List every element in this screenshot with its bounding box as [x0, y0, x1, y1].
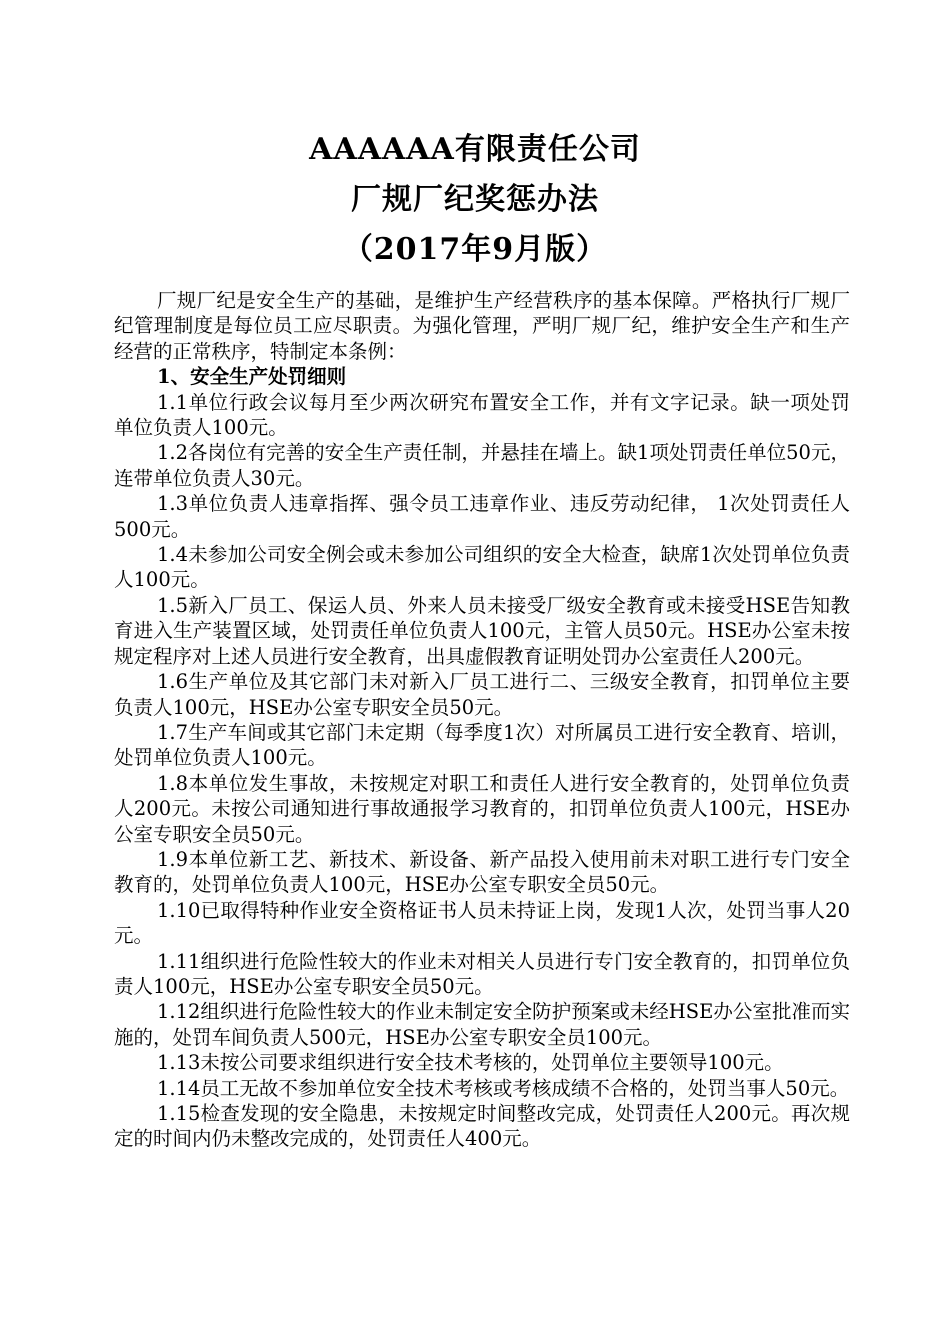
- rule-item-1-3: 1.3单位负责人违章指挥、强令员工违章作业、违反劳动纪律， 1次处罚责任人500元。: [114, 492, 850, 541]
- document-title: 厂规厂纪奖惩办法: [351, 182, 599, 217]
- rule-item-1-6: 1.6生产单位及其它部门未对新入厂员工进行二、三级安全教育，扣罚单位主要负责人100元，HSE办公室专职安全员50元。: [114, 670, 850, 719]
- section-heading: 1、安全生产处罚细则: [157, 365, 347, 389]
- document-body: [114, 288, 850, 1152]
- rule-item-1-14: 1.14员工无故不参加单位安全技术考核或考核成绩不合格的，处罚当事人50元。: [157, 1076, 850, 1100]
- rule-item-1-4: 1.4未参加公司安全例会或未参加公司组织的安全大检查，缺席1次处罚单位负责人100元。: [114, 543, 850, 592]
- rule-item-1-7: 1.7生产车间或其它部门未定期（每季度1次）对所属员工进行安全教育、培训，处罚单位负责人100元。: [114, 720, 850, 770]
- company-title: AAAAAA有限责任公司: [309, 132, 641, 167]
- document-version: （2017年9月版）: [342, 232, 608, 267]
- rule-item-1-11: 1.11组织进行危险性较大的作业未对相关人员进行专门安全教育的，扣罚单位负责人100元，HSE办公室专职安全员50元。: [114, 949, 850, 998]
- rule-item-1-8: 1.8本单位发生事故，未按规定对职工和责任人进行安全教育的，处罚单位负责人200元。未按公司通知进行事故通报学习教育的，扣罚单位负责人100元，HSE办公室专职安全员50元。: [114, 771, 850, 846]
- rule-item-1-13: 1.13未按公司要求组织进行安全技术考核的，处罚单位主要领导100元。: [157, 1051, 784, 1075]
- rule-item-1-15: 1.15检查发现的安全隐患，未按规定时间整改完成，处罚责任人200元。再次规定的时间内仍未整改完成的，处罚责任人400元。: [114, 1102, 850, 1151]
- intro-paragraph: 厂规厂纪是安全生产的基础，是维护生产经营秩序的基本保障。严格执行厂规厂纪管理制度是每位员工应尽职责。为强化管理，严明厂规厂纪，维护安全生产和生产经营的正常秩序，特制定本条例：: [114, 289, 850, 363]
- rule-item-1-12: 1.12组织进行危险性较大的作业未制定安全防护预案或未经HSE办公室批准而实施的，处罚车间负责人500元，HSE办公室专职安全员100元。: [114, 1000, 850, 1049]
- rule-item-1-5: 1.5新入厂员工、保运人员、外来人员未接受厂级安全教育或未接受HSE告知教育进入生产装置区域，处罚责任单位负责人100元，主管人员50元。HSE办公室未按规定程序对上述人员进行安全教育，出具虚假教育证明处罚办公室责任人200元。: [114, 593, 850, 668]
- rule-item-1-10: 1.10已取得特种作业安全资格证书人员未持证上岗，发现1人次，处罚当事人20元。: [114, 898, 850, 948]
- rule-item-1-1: 1.1单位行政会议每月至少两次研究布置安全工作，并有文字记录。缺一项处罚单位负责人100元。: [114, 390, 850, 440]
- rule-item-1-9: 1.9本单位新工艺、新技术、新设备、新产品投入使用前未对职工进行专门安全教育的，处罚单位负责人100元，HSE办公室专职安全员50元。: [114, 847, 850, 897]
- rule-item-1-2: 1.2各岗位有完善的安全生产责任制，并悬挂在墙上。缺1项处罚责任单位50元，连带单位负责人30元。: [114, 441, 850, 490]
